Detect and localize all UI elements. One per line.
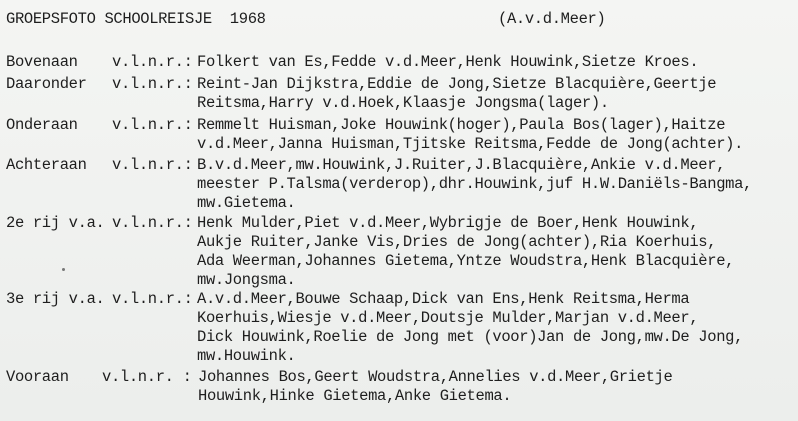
- row-label: 3e rij v.a.: [6, 290, 105, 308]
- row-names-line: Houwink,Hinke Gietema,Anke Gietema.: [198, 387, 512, 405]
- row-names-line: mw.Gietema.: [197, 194, 296, 212]
- row-prefix: v.l.n.r.:: [112, 214, 193, 232]
- row-names-line: Dick Houwink,Roelie de Jong met (voor)Jan de Jong,mw.De Jong,: [197, 328, 744, 346]
- row-names-line: Ada Weerman,Johannes Gietema,Yntze Woudstra,Henk Blacquière,: [197, 252, 735, 270]
- row-names-line: mw.Jongsma.: [197, 271, 296, 289]
- row-label: Bovenaan: [6, 53, 78, 71]
- row-prefix: v.l.n.r. :: [102, 368, 192, 386]
- row-prefix: v.l.n.r.:: [112, 290, 193, 308]
- row-names-line: mw.Houwink.: [197, 347, 296, 365]
- row-names-line: Folkert van Es,Fedde v.d.Meer,Henk Houwink,Sietze Kroes.: [197, 53, 699, 71]
- row-names-line: Reitsma,Harry v.d.Hoek,Klaasje Jongsma(lager).: [197, 94, 609, 112]
- row-names-line: Remmelt Huisman,Joke Houwink(hoger),Paula Bos(lager),Haitze: [197, 116, 726, 134]
- row-names-line: Aukje Ruiter,Janke Vis,Dries de Jong(achter),Ria Koerhuis,: [197, 233, 717, 251]
- row-names-line: Johannes Bos,Geert Woudstra,Annelies v.d.Meer,Grietje: [198, 368, 673, 386]
- row-prefix: v.l.n.r.:: [112, 75, 193, 93]
- row-label: 2e rij v.a.: [6, 214, 105, 232]
- document-title: GROEPSFOTO SCHOOLREISJE 1968: [6, 10, 266, 28]
- row-label: Daaronder: [6, 75, 87, 93]
- row-names-line: Koerhuis,Wiesje v.d.Meer,Doutsje Mulder,Marjan v.d.Meer,: [197, 309, 699, 327]
- row-names-line: B.v.d.Meer,mw.Houwink,J.Ruiter,J.Blacquière,Ankie v.d.Meer,: [197, 156, 726, 174]
- row-names-line: meester P.Talsma(verderop),dhr.Houwink,juf H.W.Daniëls-Bangma,: [197, 175, 752, 193]
- row-prefix: v.l.n.r.:: [112, 116, 193, 134]
- row-names-line: Henk Mulder,Piet v.d.Meer,Wybrigje de Boer,Henk Houwink,: [197, 214, 699, 232]
- row-names-line: Reint-Jan Dijkstra,Eddie de Jong,Sietze Blacquière,Geertje: [197, 75, 717, 93]
- row-names-line: v.d.Meer,Janna Huisman,Tjitske Reitsma,Fedde de Jong(achter).: [197, 135, 744, 153]
- row-label: Onderaan: [6, 116, 78, 134]
- row-prefix: v.l.n.r.:: [112, 156, 193, 174]
- row-label: Achteraan: [6, 156, 87, 174]
- row-names-line: A.v.d.Meer,Bouwe Schaap,Dick van Ens,Henk Reitsma,Herma: [197, 290, 690, 308]
- row-label: Vooraan: [6, 368, 69, 386]
- paper-speck: [62, 268, 65, 271]
- document-author: (A.v.d.Meer): [498, 10, 606, 28]
- row-prefix: v.l.n.r.:: [112, 53, 193, 71]
